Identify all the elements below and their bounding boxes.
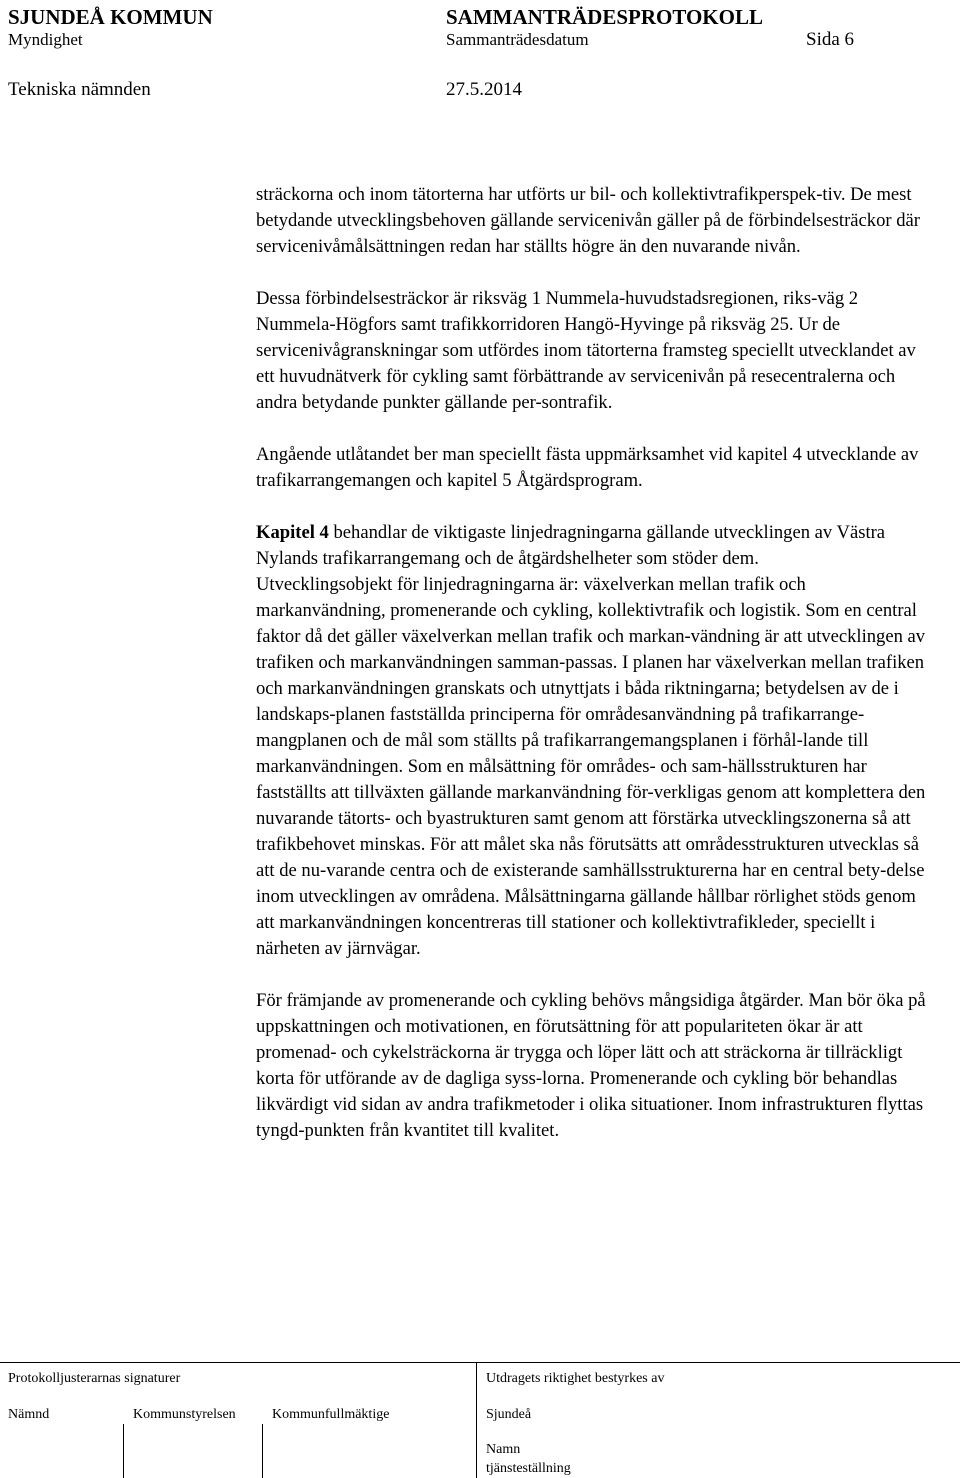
paragraph: Utvecklingsobjekt för linjedragningarna är: växelverkan mellan trafik och markanvändning, promenerande och cykling, kollektivtrafik och logistik. Som en central faktor då det gäller växelverkan mellan trafik och markan-vändning är att utvecklingen av trafiken och markanvändningen samman-passas. I planen har växelverkan mellan trafiken och markanvändningen granskats och utnyttjats i båda riktningarna; betydelsen av de i landskaps-planen fastställda principerna för områdesanvändning på trafikarrange-mangplanen och de mål som ställts på trafikarrangemangsplanen i förhål-lande till markanvändningen. Som en målsättning för områdes- och sam-hällsstrukturen har fastställts att tillväxten gällande markanvändning för-verkligas genom att komplettera den nuvarande tätorts- och byastrukturen samt genom att förstärka utvecklingszonerna så att trafikbehovet minskas. För att målet ska nås förutsätts att områdesstrukturen utvecklas så att de nu-varande centra och de existerande samhällsstrukturerna har en central bety-delse inom utvecklingen av områdena. Målsättningarna gällande hållbar rörlighet stöds genom att markanvändningen koncentreras till stationer och kollektivtrafikleder, speciellt i närheten av järnvägar. bbox=[256, 574, 926, 959]
footer-divider bbox=[0, 1362, 960, 1363]
org-name: SJUNDEÅ KOMMUN bbox=[8, 5, 213, 29]
meeting-date: 27.5.2014 bbox=[446, 79, 522, 100]
paragraph: sträckorna och inom tätorterna har utförts ur bil- och kollektivtrafikperspek-tiv. De mest betydande utvecklingsbehoven gällande servicenivån gäller på de förbindelsesträckor där servicenivåmålsättningen redan har ställts högre än den nuvarande nivån. bbox=[256, 184, 920, 257]
meeting-date-label: Sammanträdesdatum bbox=[446, 30, 589, 49]
org-subtitle: Myndighet bbox=[8, 30, 83, 49]
footer-column-divider bbox=[476, 1362, 477, 1478]
document-type: SAMMANTRÄDESPROTOKOLL bbox=[446, 5, 763, 29]
certification-place: Sjundeå bbox=[486, 1407, 532, 1422]
footer-column-divider bbox=[123, 1424, 124, 1478]
paragraph: Dessa förbindelsesträckor är riksväg 1 Nummela-huvudstadsregionen, riks-väg 2 Nummela-Högfors samt trafikkorridoren Hangö-Hyvinge på riksväg 25. Ur de servicenivågranskningar som utfördes inom tätorterna framsteg speciellt utvecklandet av ett huvudnätverk för cykling samt förbättrande av servicenivån på resecentralerna och andra betydande punkter gällande per-sontrafik. bbox=[256, 288, 916, 413]
signature-column-board: Nämnd bbox=[8, 1407, 50, 1422]
chapter-reference: Kapitel 4 bbox=[256, 522, 329, 543]
paragraph: För främjande av promenerande och cykling behövs mångsidiga åtgärder. Man bör öka på uppskattningen och motivationen, en förutsättning för att populariteten ökar är att promenad- och cykelsträckorna är trygga och löper lätt och att sträckorna är tillräckligt korta för utförande av de dagliga syss-lorna. Promenerande och cykling bör behandlas likvärdigt vid sidan av andra trafikmetoder i olika situationer. Inom infrastrukturen flyttas tyngd-punkten från kvantitet till kvalitet. bbox=[256, 990, 926, 1141]
certified-label: Utdragets riktighet bestyrkes av bbox=[486, 1371, 665, 1386]
document-body bbox=[256, 182, 932, 1144]
signature-column-council: Kommunfullmäktige bbox=[272, 1407, 390, 1422]
page-number: Sida 6 bbox=[806, 29, 855, 50]
paragraph-text: behandlar de viktigaste linjedragningarna gällande utvecklingen av Västra Nylands trafikarrangemang och de åtgärdshelheter som stöder dem. bbox=[256, 522, 886, 569]
committee-name: Tekniska nämnden bbox=[8, 79, 151, 100]
paragraph bbox=[256, 520, 932, 572]
position-label: tjänsteställning bbox=[486, 1461, 571, 1476]
footer-column-divider bbox=[262, 1424, 263, 1478]
signatures-label: Protokolljusterarnas signaturer bbox=[8, 1371, 181, 1386]
paragraph: Angående utlåtandet ber man speciellt fästa uppmärksamhet vid kapitel 4 utvecklande av trafikarrangemangen och kapitel 5 Åtgärdsprogram. bbox=[256, 444, 919, 491]
signature-column-municipal-board: Kommunstyrelsen bbox=[133, 1407, 236, 1422]
name-label: Namn bbox=[486, 1442, 521, 1457]
